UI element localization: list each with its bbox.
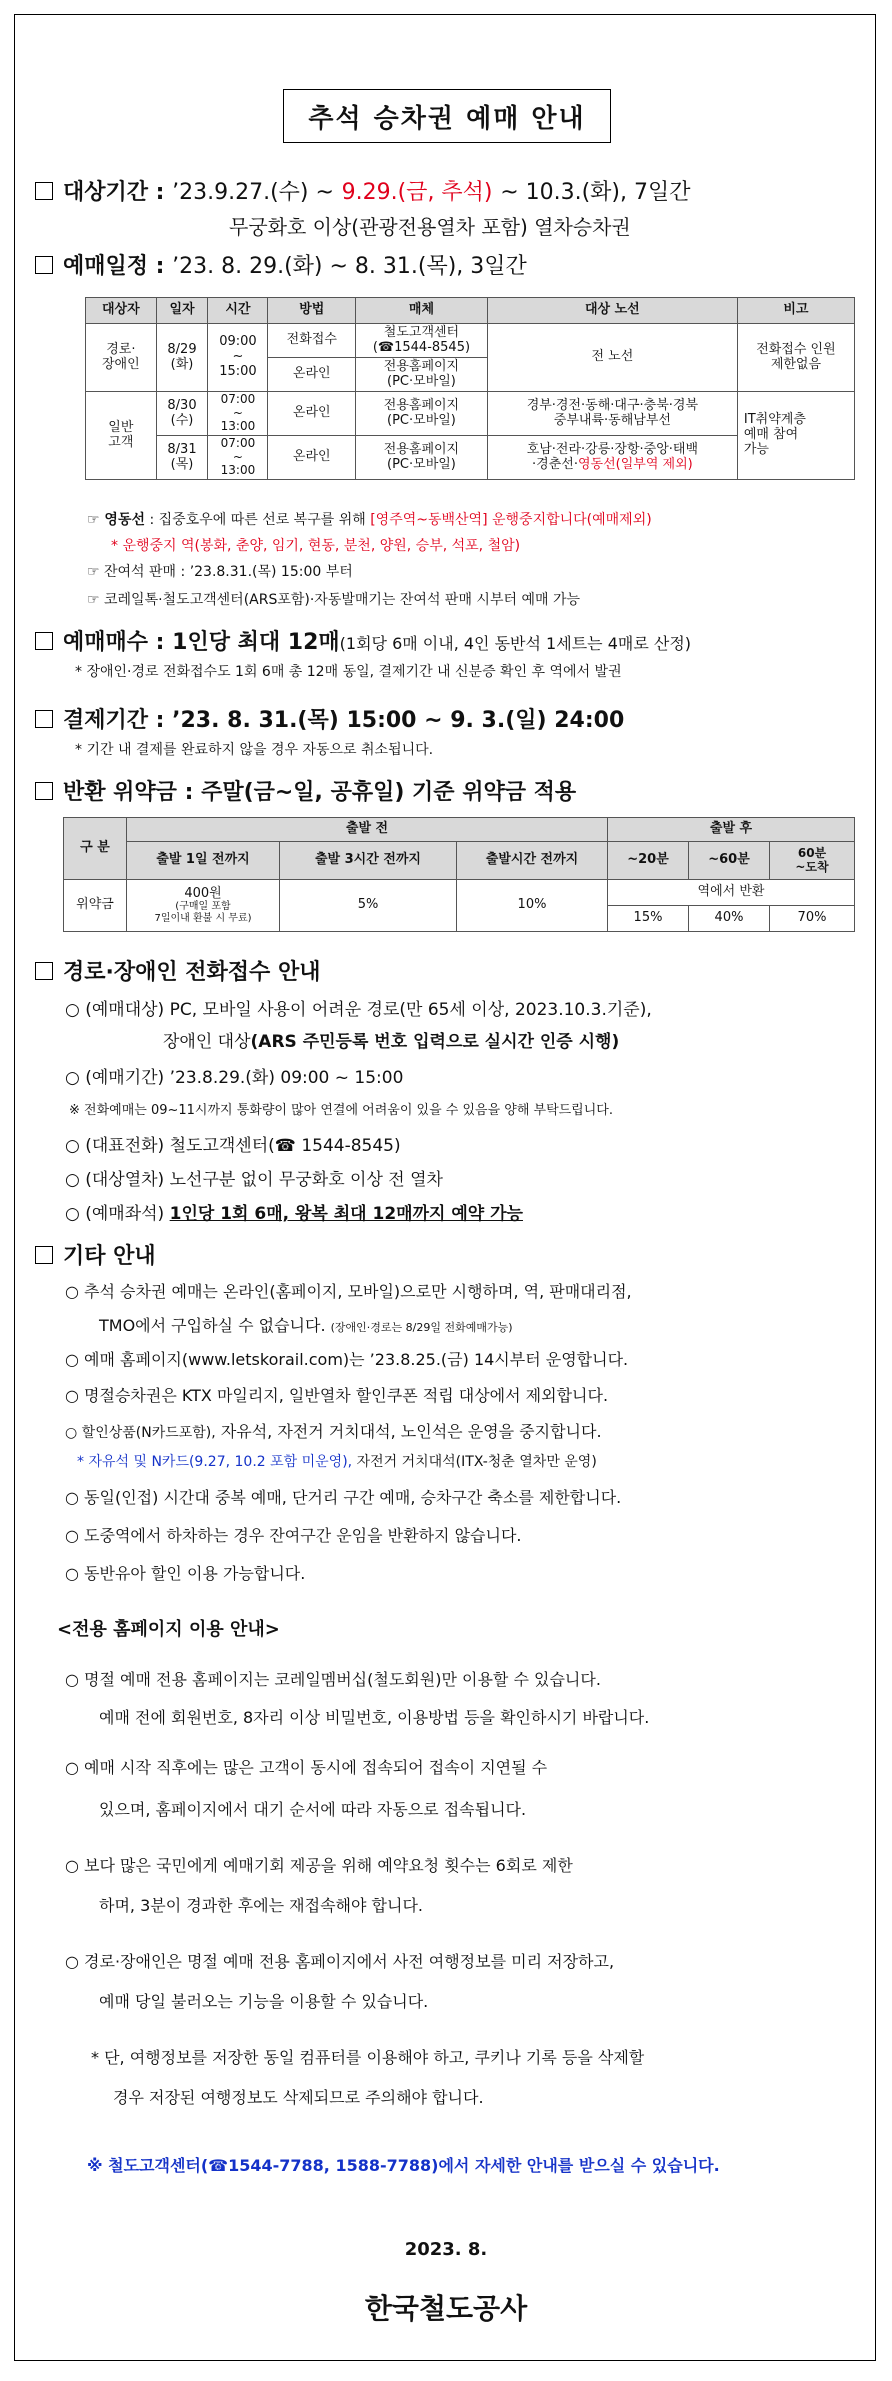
th-note: 비고 (737, 298, 854, 324)
homepage-p5b: 경우 저장된 여행정보도 삭제되므로 주의해야 합니다. (113, 2088, 484, 2107)
yeongdong-note: ☞ 영동선 : 집중호우에 따른 선로 복구를 위해 [영주역~동백산역] 운행중지합니다(예매제외) (87, 512, 652, 528)
contact-info: ※ 철도고객센터(☎1544-7788, 1588-7788)에서 자세한 안내를 받으실 수 있습니다. (87, 2156, 720, 2175)
homepage-p2b: 있으며, 홈페이지에서 대기 순서에 따라 자동으로 접속됩니다. (99, 1800, 527, 1819)
period-line: 대상기간 : ’23.9.27.(수) ~ 9.29.(금, 추석) ~ 10.3.(화), 7일간 (35, 175, 691, 206)
th-section: 구 분 (64, 818, 127, 880)
th-method: 방법 (268, 298, 356, 324)
th-3hour: 출발 3시간 전까지 (280, 842, 457, 880)
homepage-p3b: 하며, 3분이 경과한 후에는 재접속해야 합니다. (99, 1896, 423, 1915)
phone-trains: ○ (대상열차) 노선구분 없이 무궁화호 이상 전 열차 (65, 1170, 443, 1190)
cell-station-refund: 역에서 반환 (608, 880, 855, 906)
cell-note-it: IT취약계층 예매 참여 가능 (737, 392, 854, 480)
phone-period: ○ (예매기간) ’23.8.29.(화) 09:00 ~ 15:00 (65, 1068, 404, 1088)
cell-penalty-1day: 400원 (구매일 포함 7일이내 환불 시 무료) (127, 880, 280, 932)
notice-page (14, 14, 876, 2361)
etc-section-title: 기타 안내 (35, 1239, 156, 1270)
th-media: 매체 (356, 298, 488, 324)
etc-mileage: ○ 명절승차권은 KTX 마일리지, 일반열차 할인쿠폰 적립 대상에서 제외합니다. (65, 1386, 609, 1405)
cell-penalty-60min: 40% (689, 906, 770, 932)
payment-note: * 기간 내 결제를 완료하지 않을 경우 자동으로 취소됩니다. (75, 742, 434, 758)
schedule-table (85, 297, 855, 480)
phone-section-title: 경로·장애인 전화접수 안내 (35, 955, 320, 986)
cell-method-online-831: 온라인 (268, 436, 356, 480)
checkbox-square-icon (35, 256, 53, 274)
cell-media-homepage: 전용홈페이지 (PC·모바일) (356, 358, 488, 392)
refund-table (63, 817, 855, 932)
cell-penalty-departure: 10% (457, 880, 608, 932)
etc-midway: ○ 도중역에서 하차하는 경우 잔여구간 운임을 반환하지 않습니다. (65, 1526, 522, 1545)
suspended-stations: * 운행중지 역(봉화, 춘양, 임기, 현동, 분천, 양원, 승부, 석포, 철암) (111, 538, 521, 554)
homepage-p1a: ○ 명절 예매 전용 홈페이지는 코레일멤버십(철도회원)만 이용할 수 있습니다. (65, 1670, 601, 1689)
etc-infant: ○ 동반유아 할인 이용 가능합니다. (65, 1564, 306, 1583)
cell-route-830: 경부·경전·동해·대구·충북·경북 중부내륙·동해남부선 (487, 392, 737, 436)
homepage-p2a: ○ 예매 시작 직후에는 많은 고객이 동시에 접속되어 접속이 지연될 수 (65, 1758, 548, 1777)
cell-date-831: 8/31 (목) (156, 436, 208, 480)
homepage-p5a: * 단, 여행정보를 저장한 동일 컴퓨터를 이용해야 하고, 쿠키나 기록 등을 삭제할 (91, 2048, 645, 2067)
count-line: 예매매수 : 1인당 최대 12매(1회당 6매 이내, 4인 동반석 1세트는 4매로 산정) (35, 625, 691, 656)
th-date: 일자 (156, 298, 208, 324)
homepage-title: <전용 홈페이지 이용 안내> (57, 1619, 280, 1640)
issue-date: 2023. 8. (404, 2239, 488, 2260)
th-target: 대상자 (86, 298, 157, 324)
checkbox-square-icon (35, 962, 53, 980)
th-route: 대상 노선 (487, 298, 737, 324)
etc-free-seat-note: * 자유석 및 N카드(9.27, 10.2 포함 미운영), 자전거 거치대석(ITX-청춘 열차만 운영) (77, 1454, 597, 1470)
cell-method-phone: 전화접수 (268, 324, 356, 358)
cell-date-830: 8/30 (수) (156, 392, 208, 436)
phone-target: ○ (예매대상) PC, 모바일 사용이 어려운 경로(만 65세 이상, 2023.10.3.기준), (65, 1000, 652, 1020)
homepage-p4b: 예매 당일 불러오는 기능을 이용할 수 있습니다. (99, 1992, 429, 2011)
phone-seats: ○ (예매좌석) 1인당 1회 6매, 왕복 최대 12매까지 예약 가능 (65, 1204, 523, 1224)
th-after-departure: 출발 후 (608, 818, 855, 842)
phone-warning: ※ 전화예매는 09~11시까지 통화량이 많아 연결에 어려움이 있을 수 있음을 양해 부탁드립니다. (69, 1103, 613, 1118)
th-1day: 출발 1일 전까지 (127, 842, 280, 880)
cell-note-phone: 전화접수 인원 제한없음 (737, 324, 854, 392)
cell-target-general: 일반 고객 (86, 392, 157, 480)
cell-penalty-label: 위약금 (64, 880, 127, 932)
cell-date-829: 8/29 (화) (156, 324, 208, 392)
phone-target-2: 장애인 대상(ARS 주민등록 번호 입력으로 실시간 인증 시행) (163, 1032, 620, 1052)
cell-method-online: 온라인 (268, 358, 356, 392)
etc-homepage-open: ○ 예매 홈페이지(www.letskorail.com)는 ’23.8.25.(금) 14시부터 운영합니다. (65, 1350, 629, 1369)
schedule-line: 예매일정 : ’23. 8. 29.(화) ~ 8. 31.(목), 3일간 (35, 249, 527, 280)
checkbox-square-icon (35, 182, 53, 200)
payment-line: 결제기간 : ’23. 8. 31.(목) 15:00 ~ 9. 3.(일) 24:00 (35, 703, 624, 734)
korail-talk-note: ☞ 코레일톡·철도고객센터(ARS포함)·자동발매기는 잔여석 판매 시부터 예매 가능 (87, 592, 580, 608)
phone-number: ○ (대표전화) 철도고객센터(☎ 1544-8545) (65, 1136, 401, 1156)
cell-time-0700a: 07:00 ~ 13:00 (208, 392, 268, 436)
cell-penalty-3hour: 5% (280, 880, 457, 932)
period-target: 무궁화호 이상(관광전용열차 포함) 열차승차권 (229, 215, 631, 239)
cell-media-homepage-830: 전용홈페이지 (PC·모바일) (356, 392, 488, 436)
homepage-p4a: ○ 경로·장애인은 명절 예매 전용 홈페이지에서 사전 여행정보를 미리 저장하고, (65, 1952, 615, 1971)
etc-online-only: ○ 추석 승차권 예매는 온라인(홈페이지, 모바일)으로만 시행하며, 역, 판매대리점, (65, 1282, 632, 1301)
checkbox-square-icon (35, 710, 53, 728)
th-time: 시간 (208, 298, 268, 324)
homepage-p3a: ○ 보다 많은 국민에게 예매기회 제공을 위해 예약요청 횟수는 6회로 제한 (65, 1856, 573, 1875)
remaining-seat-note: ☞ 잔여석 판매 : ’23.8.31.(목) 15:00 부터 (87, 564, 353, 580)
th-departure: 출발시간 전까지 (457, 842, 608, 880)
cell-target-senior: 경로· 장애인 (86, 324, 157, 392)
etc-duplicate: ○ 동일(인접) 시간대 중복 예매, 단거리 구간 예매, 승차구간 축소를 제한합니다. (65, 1488, 622, 1507)
th-20min: ~20분 (608, 842, 689, 880)
cell-media-homepage-831: 전용홈페이지 (PC·모바일) (356, 436, 488, 480)
th-before-departure: 출발 전 (127, 818, 608, 842)
cell-time-0700b: 07:00 ~ 13:00 (208, 436, 268, 480)
cell-method-online-830: 온라인 (268, 392, 356, 436)
page-title: 추석 승차권 예매 안내 (283, 89, 611, 143)
cell-penalty-arrival: 70% (770, 906, 855, 932)
etc-no-station: TMO에서 구입하실 수 없습니다. (장애인·경로는 8/29일 전화예매가능) (99, 1316, 513, 1335)
homepage-p1b: 예매 전에 회원번호, 8자리 이상 비밀번호, 이용방법 등을 확인하시기 바랍니다. (99, 1708, 650, 1727)
cell-route-all: 전 노선 (487, 324, 737, 392)
checkbox-square-icon (35, 782, 53, 800)
organization-name: 한국철도공사 (364, 2292, 528, 2325)
refund-line: 반환 위약금 : 주말(금~일, 공휴일) 기준 위약금 적용 (35, 775, 576, 806)
checkbox-square-icon (35, 1246, 53, 1264)
cell-penalty-20min: 15% (608, 906, 689, 932)
etc-discount: ○ 할인상품(N카드포함), 자유석, 자전거 거치대석, 노인석은 운영을 중지합니다. (65, 1422, 602, 1441)
cell-time-0900: 09:00 ~ 15:00 (208, 324, 268, 392)
th-60min: ~60분 (689, 842, 770, 880)
th-arrival: 60분 ~도착 (770, 842, 855, 880)
checkbox-square-icon (35, 632, 53, 650)
cell-media-callcenter: 철도고객센터 (☎1544-8545) (356, 324, 488, 358)
count-note: * 장애인·경로 전화접수도 1회 6매 총 12매 동일, 결제기간 내 신분증 확인 후 역에서 발권 (75, 664, 622, 680)
holiday-date: 9.29.(금, 추석) (341, 180, 493, 205)
cell-route-831: 호남·전라·강릉·장항·중앙·태백 ·경춘선·영동선(일부역 제외) (487, 436, 737, 480)
